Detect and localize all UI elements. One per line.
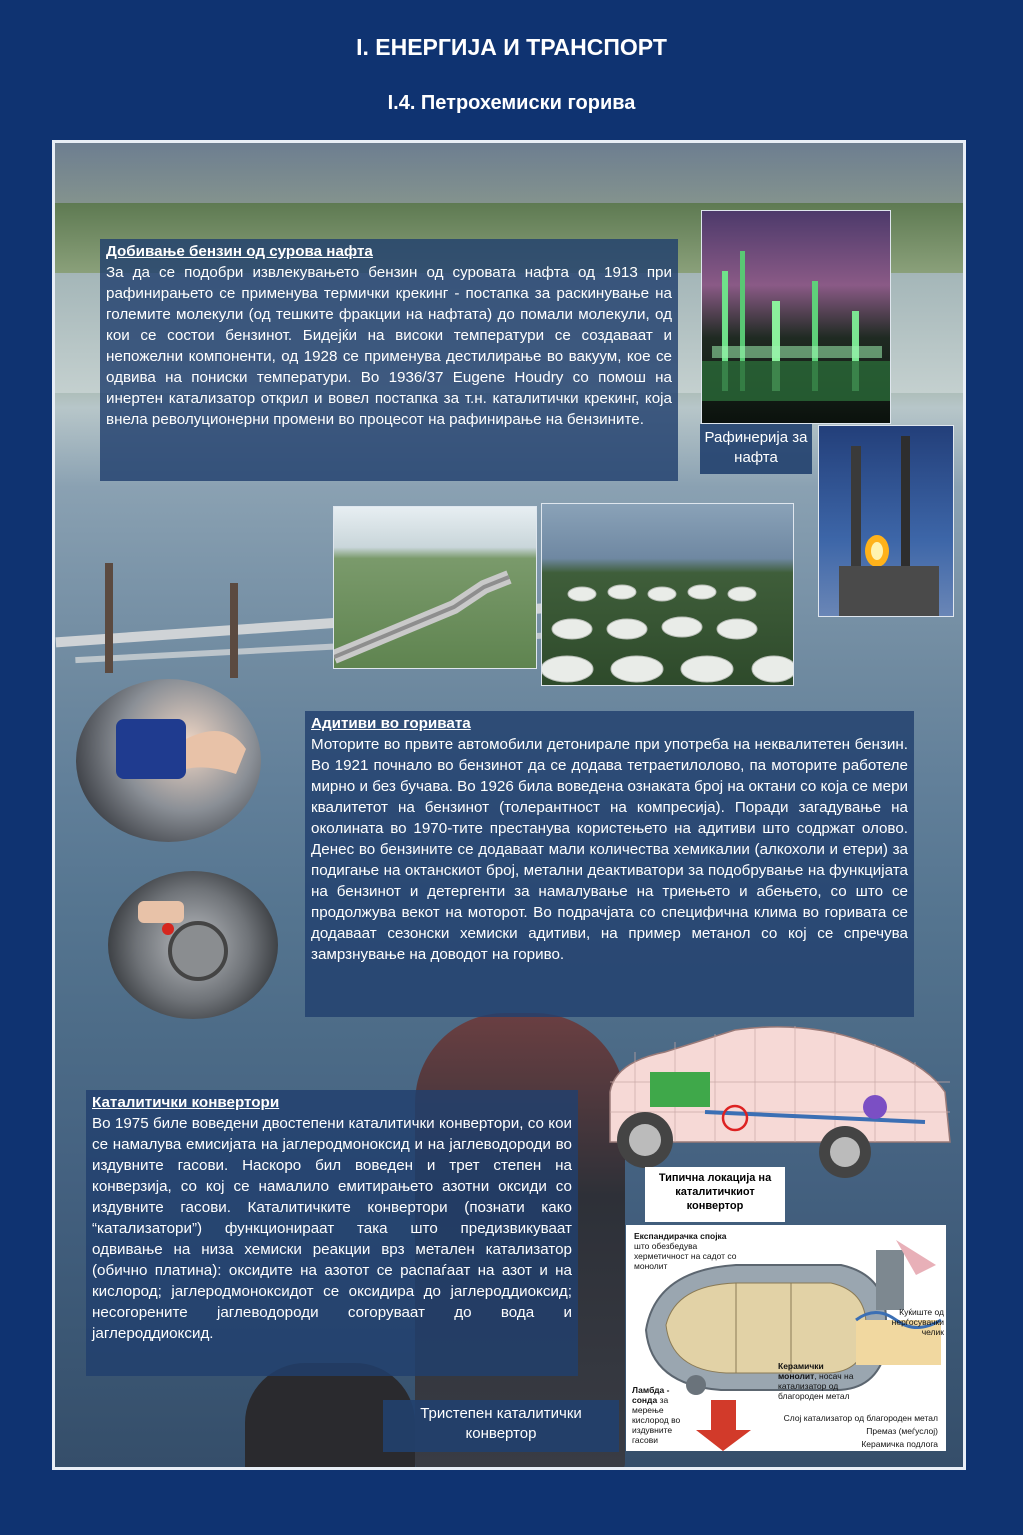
car-wireframe-diagram	[605, 1022, 957, 1180]
ceramic-label-text: , носач на катализатор од благороден метал	[778, 1371, 854, 1401]
gas-flare-photo	[818, 425, 954, 617]
catalyst-layer-label: Слој катализатор од благороден метал	[783, 1413, 938, 1423]
additives-title: Адитиви во горивата	[311, 715, 471, 732]
additives-body: Моторите во првите автомобили детонирале при употреба на неквалитетен бензин. Во 1921 почнало во бензинот да се додава тетраетилолово, па моторите работеле мирно и без бучава. Во 1926 била воведена ознаката број на октани со која се мери квалитетот на бензинот (толерантност на компресија). Поради загадување на околината во 1970-тите престанува користењето на адитиви што содржат олово. Денес во бензините се додаваат мали количества хемикалии (алкохоли и етери) за подигање на октанскиот број, метални деактиватори за подобрување на функцијата на бензинот и детергенти за намалување на триењето и абењето, со што се продолжува векот на моторот. Во подрачјата со специфична клима во горивата се додаваат сезонски хемиски адитиви, на пример метанол со кој се спречува замрзнување на доводот на гориво.	[311, 736, 908, 963]
lambda-label-bold: Ламбда - сонда	[632, 1385, 670, 1405]
oil-pour-graphic	[76, 679, 261, 842]
catalytic-converter-diagram	[626, 1225, 946, 1451]
refinery-caption: Рафинерија за нафта	[700, 424, 812, 474]
refinery-night-graphic	[702, 211, 891, 424]
refinery-night-photo	[701, 210, 891, 424]
housing-label: Куќиште од нерѓосувачки челик	[891, 1307, 944, 1337]
tank-farm-photo	[541, 503, 794, 686]
gas-flare-graphic	[819, 426, 954, 617]
car-wireframe-graphic	[605, 1022, 957, 1180]
pipeline-photo	[333, 506, 537, 669]
gasoline-panel	[100, 239, 678, 481]
converter-location-box	[645, 1167, 785, 1222]
expansion-label-bold: Експандирачка спојка	[634, 1231, 727, 1241]
page-subtitle: I.4. Петрохемиски горива	[387, 92, 636, 114]
ceramic-substrate-label: Керамичка подлога	[861, 1439, 938, 1449]
three-stage-caption: Тристепен каталитички конвертор	[383, 1400, 619, 1452]
engine-photo	[108, 871, 278, 1019]
additives-panel	[305, 711, 914, 1017]
catalytic-body: Во 1975 биле воведени двостепени каталитички конвертори, со кои се намалува емисијата на јаглеродмоноксид и на јаглеводороди во издувните гасови. Наскоро бил воведен и трет степен на конверзија, со кој се намалило емитирањето азотни оксиди со издувните гасови. Каталитичките конвертори (познати како “катализатори”) функционираат така што предизвикуваат одвивање на низа хемиски реакции врз метален катализатор (обично платина): оксидите на азотот се распаѓаат на азот и на кислород; јаглеродмоноксидот се оксидира до јаглероддиоксид; несогорените јаглеводороди согоруваат до вода и јаглероддиоксид.	[92, 1115, 572, 1342]
tank-farm-graphic	[542, 504, 794, 686]
lambda-label-text: за мерење кислород во издувните гасови	[632, 1395, 681, 1445]
expansion-label	[634, 1231, 744, 1271]
ceramic-label	[778, 1361, 858, 1401]
background-mast	[230, 583, 238, 678]
pipeline-graphic	[334, 507, 537, 669]
ceramic-label-bold: Керамички монолит	[778, 1361, 824, 1381]
washcoat-layer-label: Премаз (меѓуслој)	[866, 1426, 938, 1436]
engine-graphic	[108, 871, 278, 1019]
gasoline-title: Добивање бензин од сурова нафта	[106, 243, 373, 260]
page-title: I. ЕНЕРГИЈА И ТРАНСПОРТ	[356, 34, 667, 60]
expansion-label-text: што обезбедува херметичност на садот со монолит	[634, 1241, 737, 1271]
catalytic-panel	[86, 1090, 578, 1376]
oil-pour-photo	[76, 679, 261, 842]
converter-location-caption: Типична локација на каталитичкиот конвертор	[658, 1172, 772, 1212]
lambda-label	[632, 1385, 694, 1445]
gasoline-body: За да се подобри извлекувањето бензин од суровата нафта од 1913 при рафинирањето се применува термички крекинг - постапка за раскинување на големите молекули (од тешките фракции на нафтата) до помали молекули, од кои се состои бензинот. Бидејќи на високи температури се создаваат и непожелни компоненти, од 1928 се применува дестилирање во вакуум, кое се одвива на пониски температури. Во 1936/37 Eugene Houdry со помош на инертен катализатор открил и вовел постапка за т.н. каталитички крекинг, која внела револуционерни промени во процесот на рафинирање на бензините.	[106, 264, 672, 428]
background-mast	[105, 563, 113, 673]
catalytic-title: Каталитички конвертори	[92, 1094, 280, 1111]
